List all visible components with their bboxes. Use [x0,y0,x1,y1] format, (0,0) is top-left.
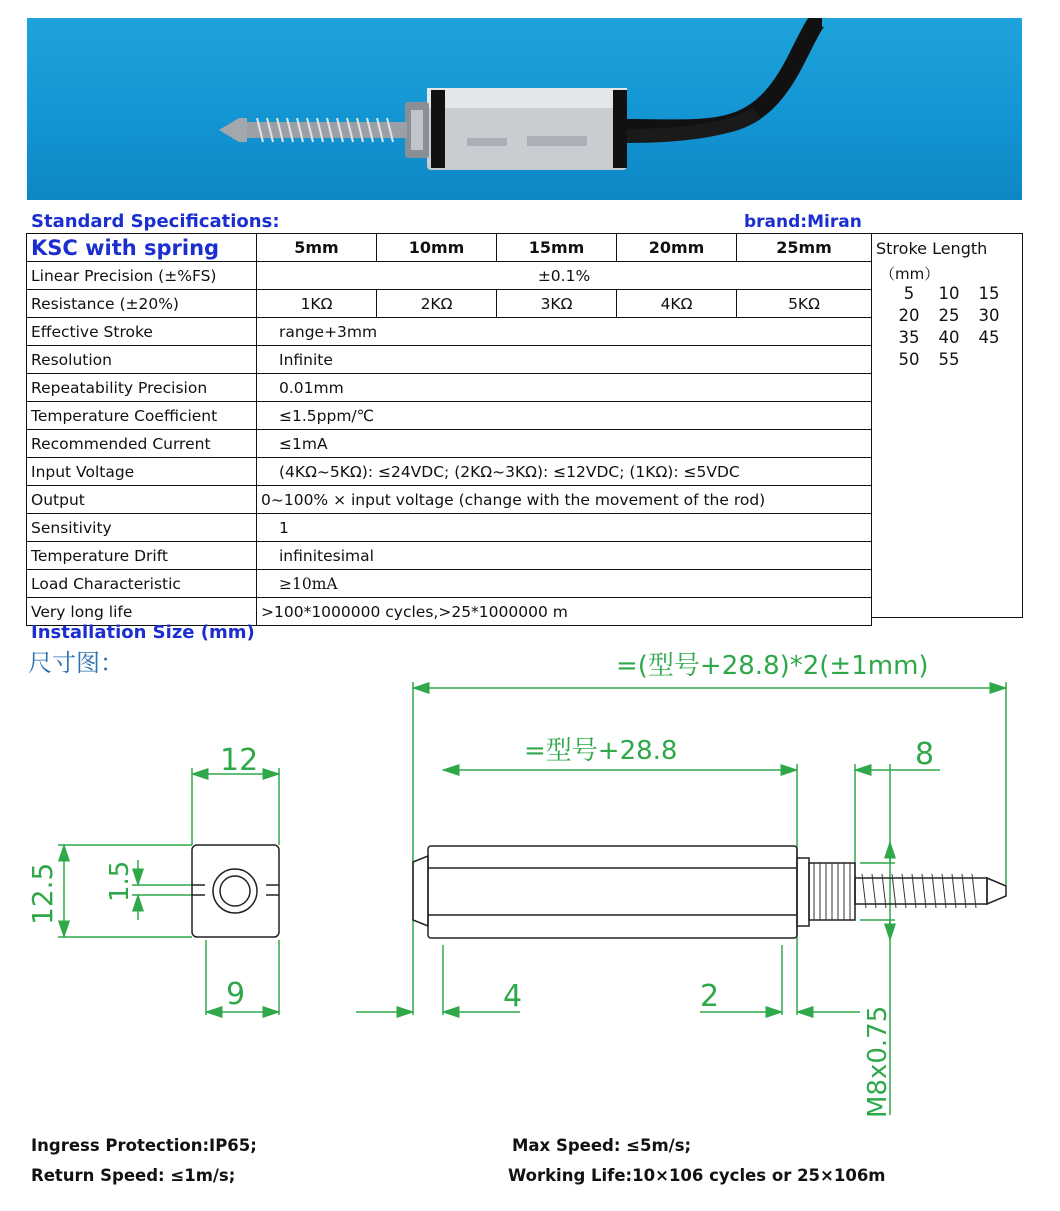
table-row [27,514,872,542]
stroke-length-value: 25 [938,306,960,325]
dimension-12-5-label: 12.5 [26,862,59,925]
stroke-length-value: 50 [898,350,920,369]
table-row [27,346,872,374]
overall-length-label: =(型号+28.8)*2(±1mm) [616,651,929,681]
stroke-length-value: 5 [903,284,915,303]
dimension-8-label: 8 [915,737,935,772]
row-label: Load Characteristic [27,570,257,598]
dimension-drawing [0,640,1060,1130]
table-row [27,486,872,514]
row-value: range+3mm [257,318,872,346]
max-speed: Max Speed: ≤5m/s; [512,1136,692,1155]
resistance-value: 3KΩ [497,290,617,318]
dimension-9-label: 9 [226,977,246,1012]
row-value: 0.01mm [257,374,872,402]
resistance-value: 5KΩ [737,290,872,318]
brand-label: brand:Miran [744,212,862,232]
thread-size-label: M8x0.75 [863,1005,893,1118]
row-label: Temperature Drift [27,542,257,570]
row-value: ≤1.5ppm/℃ [257,402,872,430]
stroke-header: 5mm [257,234,377,262]
standard-specifications-title: Standard Specifications: [31,211,280,232]
stroke-header: 10mm [377,234,497,262]
stroke-length-value: 40 [938,328,960,347]
installation-size-title: Installation Size (mm) [31,622,255,643]
product-photo [27,18,1022,200]
working-life: Working Life:10×106 cycles or 25×106m [508,1166,886,1185]
table-row [27,262,872,290]
table-row [27,290,872,318]
body-length-label: =型号+28.8 [524,736,678,766]
ingress-protection: Ingress Protection:IP65; [31,1136,257,1155]
stroke-length-value: 15 [978,284,1000,303]
sensor-illustration [27,18,1022,200]
row-value: infinitesimal [257,542,872,570]
stroke-length-value: 45 [978,328,1000,347]
dimension-4-label: 4 [503,979,523,1014]
stroke-length-title: Stroke Length [876,239,988,258]
return-speed: Return Speed: ≤1m/s; [31,1166,236,1185]
specifications-table [26,233,872,626]
row-label: Repeatability Precision [27,374,257,402]
row-value: 0~100% × input voltage (change with the movement of the rod) [257,486,872,514]
row-value: (4KΩ~5KΩ): ≤24VDC; (2KΩ~3KΩ): ≤12VDC; (1KΩ): ≤5VDC [257,458,872,486]
row-label: Very long life [27,598,257,626]
stroke-length-panel [871,233,1023,618]
row-value: ≥10mA [257,570,872,598]
row-label: Resolution [27,346,257,374]
row-label: Recommended Current [27,430,257,458]
dimension-12-label: 12 [220,743,259,778]
resistance-value: 4KΩ [617,290,737,318]
row-label: Sensitivity [27,514,257,542]
model-name: KSC with spring [27,234,257,262]
stroke-length-value: 35 [898,328,920,347]
table-row [27,570,872,598]
table-header-row [27,234,872,262]
stroke-length-list [890,284,1020,369]
row-value: Infinite [257,346,872,374]
row-label: Temperature Coefficient [27,402,257,430]
table-row [27,374,872,402]
stroke-length-unit: （mm） [880,265,940,283]
table-row [27,318,872,346]
table-row [27,458,872,486]
stroke-header: 15mm [497,234,617,262]
stroke-header: 25mm [737,234,872,262]
row-value: ≤1mA [257,430,872,458]
stroke-length-value: 55 [938,350,960,369]
row-label: Effective Stroke [27,318,257,346]
dimension-2-label: 2 [700,979,720,1014]
drawing-heading: 尺寸图： [28,649,124,677]
specifications-section [26,233,1023,621]
row-label: Linear Precision (±%FS) [27,262,257,290]
stroke-length-value: 30 [978,306,1000,325]
row-value: 1 [257,514,872,542]
resistance-value: 2KΩ [377,290,497,318]
stroke-header: 20mm [617,234,737,262]
dimension-1-5-label: 1.5 [105,860,135,902]
table-row [27,542,872,570]
stroke-length-value: 20 [898,306,920,325]
row-value: >100*1000000 cycles,>25*1000000 m [257,598,872,626]
row-label: Output [27,486,257,514]
row-value: ±0.1% [257,262,872,290]
table-row [27,402,872,430]
table-row [27,430,872,458]
resistance-value: 1KΩ [257,290,377,318]
row-label: Input Voltage [27,458,257,486]
row-label: Resistance (±20%) [27,290,257,318]
stroke-length-value: 10 [938,284,960,303]
